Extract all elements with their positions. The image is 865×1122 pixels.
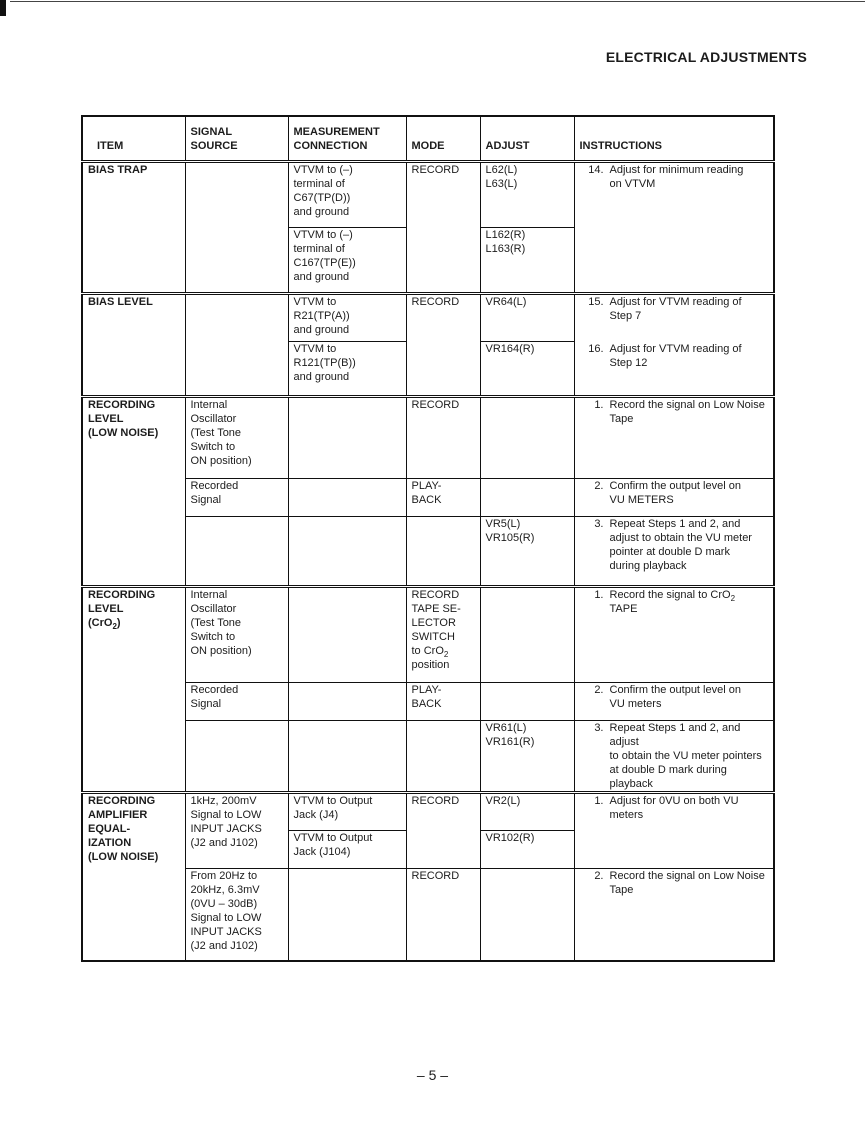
- table-header-row: [82, 116, 774, 162]
- col-header-measurement-connection: MEASUREMENT CONNECTION: [288, 116, 406, 162]
- subscript: 2: [443, 650, 449, 660]
- subscript: 2: [730, 594, 736, 604]
- mode-cell: PLAY- BACK: [406, 683, 480, 721]
- adjust-cell: [480, 587, 574, 683]
- instruction-text: Repeat Steps 1 and 2, and adjust to obtain the VU meter pointers at double D mark during playback: [609, 722, 762, 790]
- instruction-text: Confirm the output level on VU METERS: [609, 480, 741, 506]
- instruction-cell: [574, 721, 774, 793]
- measurement-cell: [288, 517, 406, 587]
- table-row: [82, 479, 774, 517]
- mode-cell: [406, 517, 480, 587]
- subscript: 2: [112, 622, 117, 632]
- measurement-cell: VTVM to (–) terminal of C67(TP(D)) and ground: [288, 162, 406, 228]
- step-number: 3.: [594, 518, 604, 530]
- instruction-text: Adjust for VTVM reading of Step 12: [609, 342, 742, 369]
- instruction-text: Adjust for 0VU on both VU meters: [609, 795, 739, 821]
- instruction-cell: [574, 479, 774, 517]
- mode-cell: RECORD: [406, 162, 480, 294]
- col-header-instructions: INSTRUCTIONS: [574, 116, 774, 162]
- adjustment-table: [81, 115, 775, 962]
- adjust-cell: [480, 869, 574, 961]
- signal-source-cell: [185, 162, 288, 294]
- item-line: RECORDING: [88, 589, 156, 601]
- instruction-cell: [574, 869, 774, 961]
- item-bias-level: BIAS LEVEL: [82, 294, 185, 397]
- signal-source-cell: 1kHz, 200mV Signal to LOW INPUT JACKS (J2 and J102): [185, 793, 288, 869]
- adjust-cell: VR5(L) VR105(R): [480, 517, 574, 587]
- table-row: [82, 587, 774, 683]
- instruction-cell: [574, 397, 774, 479]
- table-row: [82, 793, 774, 831]
- adjust-cell: VR61(L) VR161(R): [480, 721, 574, 793]
- step-number: 2.: [594, 870, 604, 882]
- instruction-cell: [574, 683, 774, 721]
- instruction-text: TAPE: [609, 603, 638, 615]
- mode-text: position: [411, 659, 450, 671]
- signal-source-cell: [185, 294, 288, 397]
- table-row: [82, 869, 774, 961]
- item-bias-trap: BIAS TRAP: [82, 162, 185, 294]
- mode-cell: [406, 587, 480, 683]
- adjust-cell: [480, 479, 574, 517]
- instruction-text: Repeat Steps 1 and 2, and adjust to obtain the VU meter pointer at double D mark during playback: [609, 518, 752, 572]
- step-number: 1.: [594, 795, 604, 807]
- top-rule: [10, 1, 865, 2]
- instruction-text: Record the signal on Low Noise Tape: [609, 870, 765, 896]
- signal-source-cell: [185, 721, 288, 793]
- measurement-cell: VTVM to Output Jack (J4): [288, 793, 406, 831]
- instruction-cell: [574, 793, 774, 869]
- mode-cell: PLAY- BACK: [406, 479, 480, 517]
- adjust-cell: VR64(L): [480, 294, 574, 342]
- adjust-cell: L62(L) L63(L): [480, 162, 574, 228]
- col-header-signal-source: SIGNAL SOURCE: [185, 116, 288, 162]
- measurement-cell: [288, 587, 406, 683]
- instruction-cell: [574, 162, 774, 294]
- table-row: [82, 683, 774, 721]
- measurement-cell: [288, 397, 406, 479]
- step-number: 1.: [594, 399, 604, 411]
- adjust-cell: L162(R) L163(R): [480, 228, 574, 294]
- mode-cell: RECORD: [406, 294, 480, 397]
- instruction-cell: [574, 294, 774, 342]
- instruction-text: [610, 588, 769, 616]
- item-line: ): [116, 617, 121, 629]
- item-line: LEVEL: [88, 603, 124, 615]
- instruction-text: Record the signal on Low Noise Tape: [609, 399, 765, 425]
- signal-source-cell: Internal Oscillator (Test Tone Switch to ON position): [185, 587, 288, 683]
- signal-source-cell: Internal Oscillator (Test Tone Switch to ON position): [185, 397, 288, 479]
- mode-cell: RECORD: [406, 397, 480, 479]
- instruction-text: Record the signal to CrO: [609, 589, 731, 601]
- mode-cell: RECORD: [406, 793, 480, 869]
- instruction-cell: [574, 342, 774, 397]
- item-recording-level-low-noise: RECORDING LEVEL (LOW NOISE): [82, 397, 185, 587]
- adjust-cell: VR102(R): [480, 831, 574, 869]
- measurement-cell: VTVM to R21(TP(A)) and ground: [288, 294, 406, 342]
- page-title: ELECTRICAL ADJUSTMENTS: [605, 49, 807, 65]
- instruction-cell: [574, 587, 774, 683]
- instruction-text: Confirm the output level on VU meters: [609, 684, 741, 710]
- measurement-cell: [288, 683, 406, 721]
- signal-source-cell: Recorded Signal: [185, 479, 288, 517]
- page-number: – 5 –: [416, 1067, 449, 1083]
- mode-text: to CrO: [411, 645, 444, 657]
- step-number: 14.: [588, 164, 604, 176]
- signal-source-cell: From 20Hz to 20kHz, 6.3mV (0VU – 30dB) Signal to LOW INPUT JACKS (J2 and J102): [185, 869, 288, 961]
- adjust-cell: [480, 397, 574, 479]
- col-header-mode: MODE: [406, 116, 480, 162]
- table-row: [82, 721, 774, 793]
- item-recording-amplifier-equalization: RECORDING AMPLIFIER EQUAL- IZATION (LOW NOISE): [82, 793, 185, 961]
- step-number: 2.: [594, 684, 604, 696]
- measurement-cell: [288, 869, 406, 961]
- instruction-text: Adjust for VTVM reading of Step 7: [609, 296, 742, 322]
- table-row: [82, 517, 774, 587]
- instruction-cell: [574, 517, 774, 587]
- mode-text: RECORD TAPE SE- LECTOR SWITCH: [411, 589, 461, 643]
- measurement-cell: VTVM to (–) terminal of C167(TP(E)) and ground: [288, 228, 406, 294]
- measurement-cell: VTVM to R121(TP(B)) and ground: [288, 342, 406, 397]
- instruction-text: Adjust for minimum reading on VTVM: [609, 164, 744, 190]
- step-number: 1.: [594, 589, 604, 601]
- item-recording-level-cro2: [82, 587, 185, 793]
- adjust-cell: VR2(L): [480, 793, 574, 831]
- measurement-cell: VTVM to Output Jack (J104): [288, 831, 406, 869]
- step-number: 3.: [594, 722, 604, 734]
- col-header-adjust: ADJUST: [480, 116, 574, 162]
- measurement-cell: [288, 479, 406, 517]
- table-row: [82, 294, 774, 342]
- table-row: [82, 162, 774, 228]
- table-row: [82, 397, 774, 479]
- mode-cell: RECORD: [406, 869, 480, 961]
- signal-source-cell: [185, 517, 288, 587]
- measurement-cell: [288, 721, 406, 793]
- step-number: 2.: [594, 480, 604, 492]
- step-number: 15.: [588, 296, 604, 308]
- signal-source-cell: Recorded Signal: [185, 683, 288, 721]
- adjust-cell: VR164(R): [480, 342, 574, 397]
- scan-corner-mark: [0, 0, 6, 16]
- item-line: (CrO: [88, 617, 113, 629]
- col-header-item: ITEM: [82, 116, 185, 162]
- adjust-cell: [480, 683, 574, 721]
- step-number: 16.: [588, 342, 604, 355]
- mode-cell: [406, 721, 480, 793]
